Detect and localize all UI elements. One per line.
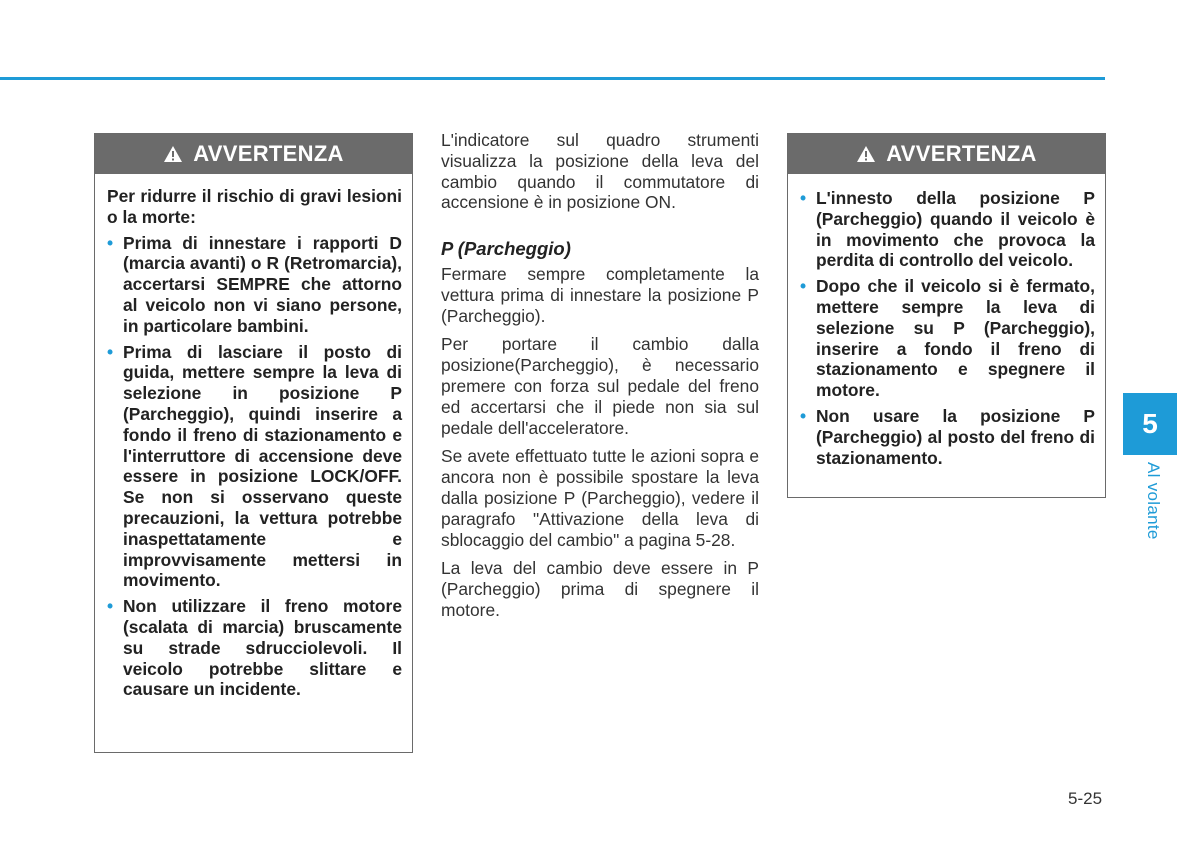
right-warning-header: [788, 134, 1105, 174]
right-warning-title: AVVERTENZA: [886, 141, 1037, 166]
chapter-tab[interactable]: 5: [1123, 393, 1177, 455]
left-warning-header: [95, 134, 412, 174]
left-warning-list: [107, 233, 402, 701]
left-warning-intro: Per ridurre il rischio di gravi lesioni o la morte:: [107, 186, 402, 227]
intro-paragraph: L'indicatore sul quadro strumenti visualizza la posizione della leva del cambio quando il commutatore di accensione è in posizione ON.: [441, 130, 759, 213]
right-warning-list: [800, 188, 1095, 468]
section-heading: P (Parcheggio): [441, 238, 571, 260]
right-warning-box: [787, 133, 1106, 498]
list-item: • Prima di lasciare il posto di guida, mettere sempre la leva di selezione in posizione P (Parcheggio), quindi inserire a fondo il freno di stazionamento e l'interruttore di accensione deve essere in posizione LOCK/OFF. Se non si osservano queste precauzioni, la vettura potrebbe inaspettatamente e improvvisamente mettersi in movimento.: [107, 342, 402, 592]
paragraph: Se avete effettuato tutte le azioni sopra e ancora non è possibile spostare la leva dalla posizione P (Parcheggio), vedere il paragrafo "Attivazione della leva di sblocaggio del cambio" a pagina 5-28.: [441, 446, 759, 550]
left-warning-title: AVVERTENZA: [193, 141, 344, 166]
list-item: • L'innesto della posizione P (Parcheggio) quando il veicolo è in movimento che provoca la perdita di controllo del veicolo.: [800, 188, 1095, 271]
left-warning-body: [95, 174, 412, 700]
list-item: • Prima di innestare i rapporti D (marcia avanti) o R (Retromarcia), accertarsi SEMPRE che attorno al veicolo non vi siano persone, in particolare bambini.: [107, 233, 402, 337]
right-warning-body: [788, 174, 1105, 468]
page-number: 5-25: [1068, 789, 1103, 808]
left-warning-box: [94, 133, 413, 753]
paragraph: La leva del cambio deve essere in P (Parcheggio) prima di spegnere il motore.: [441, 558, 759, 620]
middle-column: [441, 130, 759, 629]
warning-triangle-icon: [163, 145, 183, 163]
top-rule: [0, 77, 1105, 80]
list-item: • Non usare la posizione P (Parcheggio) al posto del freno di stazionamento.: [800, 406, 1095, 468]
warning-triangle-icon: [856, 145, 876, 163]
list-item: • Dopo che il veicolo si è fermato, mettere sempre la leva di selezione su P (Parcheggio), inserire a fondo il freno di stazionamento e spegnere il motore.: [800, 276, 1095, 401]
paragraph: Per portare il cambio dalla posizione(Parcheggio), è necessario premere con forza sul pedale del freno ed accertarsi che il piede non sia sul pedale dell'acceleratore.: [441, 334, 759, 438]
list-item: • Non utilizzare il freno motore (scalata di marcia) bruscamente su strade sdrucciolevoli. Il veicolo potrebbe slittare e causare un incidente.: [107, 596, 402, 700]
paragraph: Fermare sempre completamente la vettura prima di innestare la posizione P (Parcheggio).: [441, 263, 759, 326]
chapter-label: Al volante: [1144, 462, 1163, 540]
